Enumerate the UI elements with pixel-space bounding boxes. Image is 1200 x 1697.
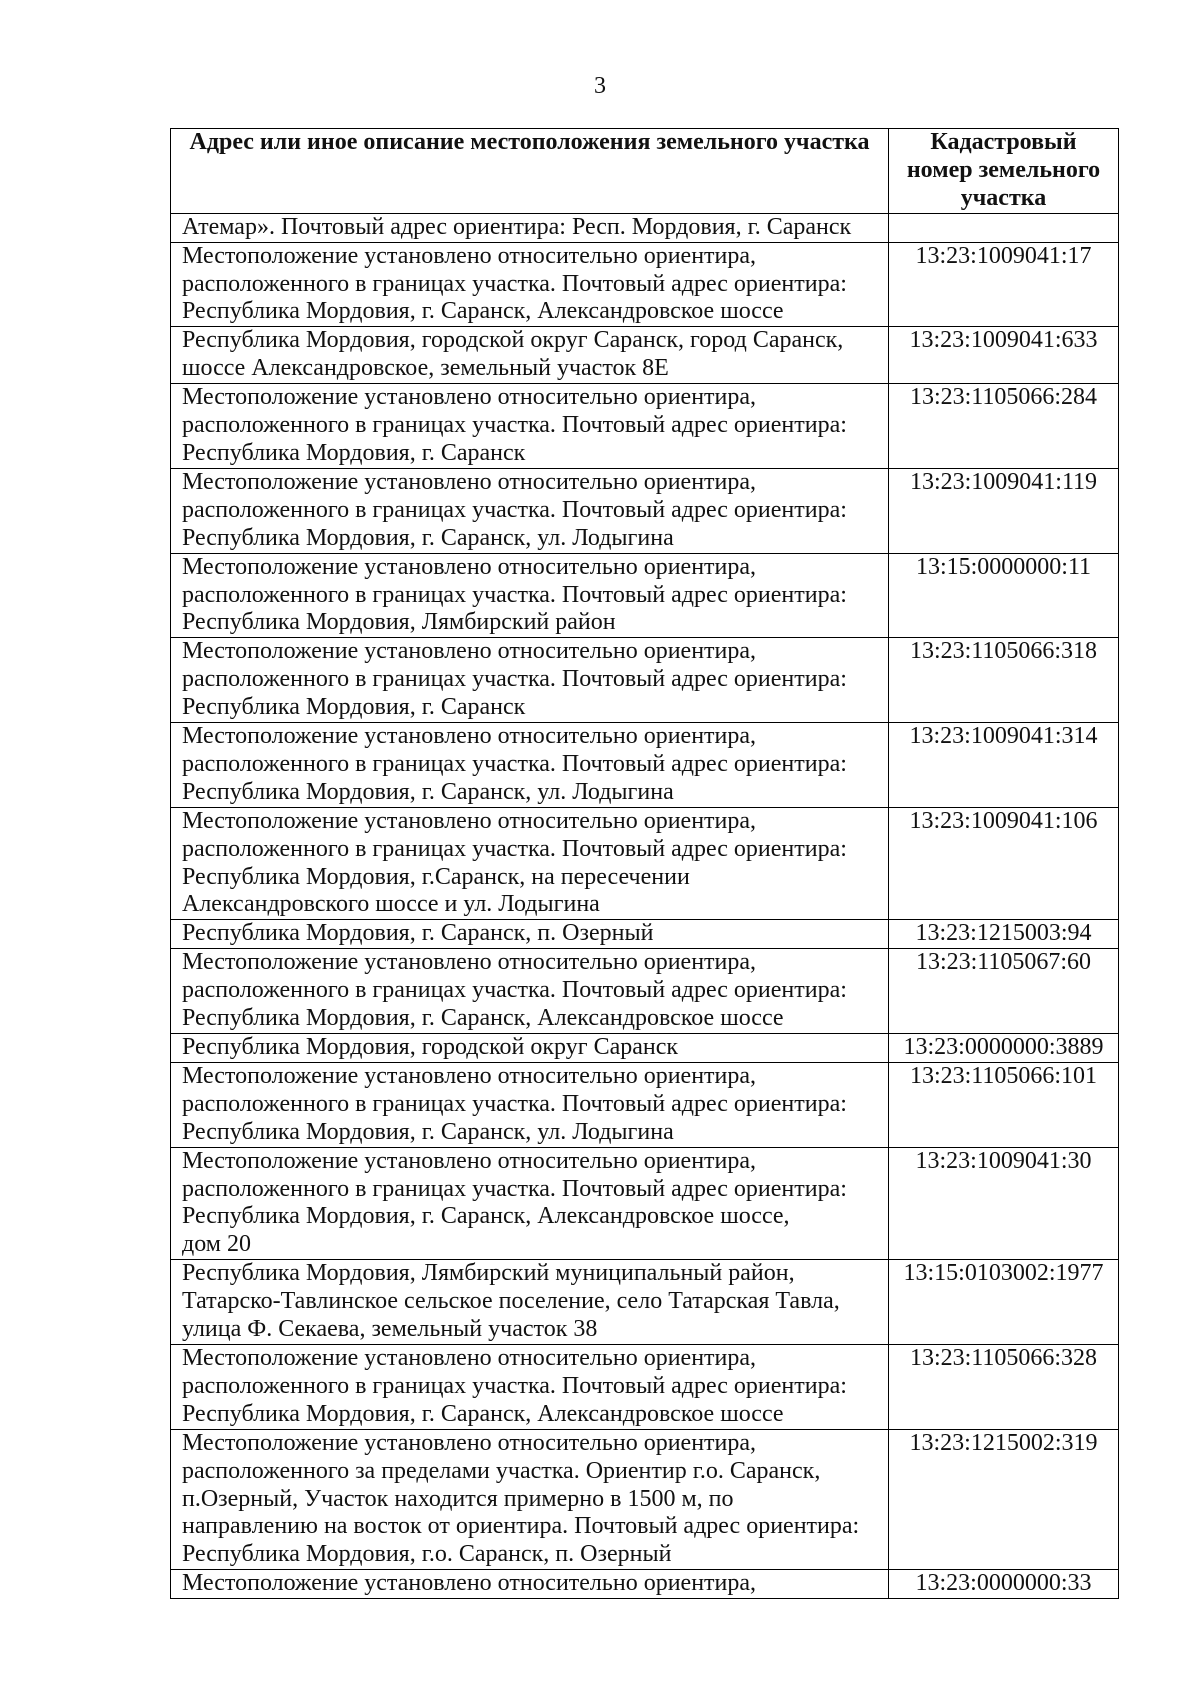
cadastral-number-cell: 13:23:1009041:633 — [889, 327, 1119, 384]
address-cell: Атемар». Почтовый адрес ориентира: Респ. Мордовия, г. Саранск — [171, 213, 889, 242]
cadastral-number-cell: 13:23:1215002:319 — [889, 1429, 1119, 1570]
cadastral-number-cell — [889, 213, 1119, 242]
cadastral-number-cell: 13:23:0000000:33 — [889, 1570, 1119, 1599]
address-cell: Местоположение установлено относительно ориентира, расположенного в границах участка. Почтовый адрес ориентира: Республика Мордовия, г.Саранск, на пересечении Александровского шоссе и ул. Лодыгина — [171, 807, 889, 920]
address-cell: Местоположение установлено относительно ориентира, расположенного в границах участка. Почтовый адрес ориентира: Республика Мордовия, г. Саранск, Александровское шоссе, дом 20 — [171, 1147, 889, 1260]
cadastral-number-cell: 13:23:1009041:17 — [889, 242, 1119, 327]
address-cell: Местоположение установлено относительно ориентира, расположенного в границах участка. Почтовый адрес ориентира: Республика Мордовия, г. Саранск — [171, 384, 889, 469]
cadastral-number-cell: 13:23:1009041:314 — [889, 723, 1119, 808]
land-plots-table — [170, 128, 1119, 1599]
table-row — [171, 723, 1119, 808]
cadastral-number-cell: 13:23:1105066:101 — [889, 1062, 1119, 1147]
cadastral-number-cell: 13:23:1105066:284 — [889, 384, 1119, 469]
address-cell: Местоположение установлено относительно ориентира, расположенного в границах участка. Почтовый адрес ориентира: Республика Мордовия, г. Саранск, ул. Лодыгина — [171, 1062, 889, 1147]
cadastral-number-cell: 13:23:1215003:94 — [889, 920, 1119, 949]
address-cell: Республика Мордовия, городской округ Саранск, город Саранск, шоссе Александровское, земельный участок 8Е — [171, 327, 889, 384]
address-cell: Республика Мордовия, городской округ Саранск — [171, 1034, 889, 1063]
address-cell: Местоположение установлено относительно ориентира, расположенного за пределами участка. Ориентир г.о. Саранск, п.Озерный, Участок находится примерно в 1500 м, по направлению на восток от ориентира. Почтовый адрес ориентира: Республика Мордовия, г.о. Саранск, п. Озерный — [171, 1429, 889, 1570]
address-cell: Местоположение установлено относительно ориентира, расположенного в границах участка. Почтовый адрес ориентира: Республика Мордовия, г. Саранск, Александровское шоссе — [171, 242, 889, 327]
table-row — [171, 553, 1119, 638]
table-row — [171, 920, 1119, 949]
table-row — [171, 213, 1119, 242]
table-row — [171, 468, 1119, 553]
address-column-header: Адрес или иное описание местоположения земельного участка — [171, 129, 889, 214]
table-row — [171, 638, 1119, 723]
address-cell: Республика Мордовия, г. Саранск, п. Озерный — [171, 920, 889, 949]
address-cell: Местоположение установлено относительно ориентира, расположенного в границах участка. Почтовый адрес ориентира: Республика Мордовия, г. Саранск — [171, 638, 889, 723]
table-row — [171, 1147, 1119, 1260]
cadastral-number-cell: 13:23:1009041:106 — [889, 807, 1119, 920]
address-cell: Местоположение установлено относительно ориентира, расположенного в границах участка. Почтовый адрес ориентира: Республика Мордовия, г. Саранск, Александровское шоссе — [171, 1344, 889, 1429]
address-cell: Республика Мордовия, Лямбирский муниципальный район, Татарско-Тавлинское сельское поселение, село Татарская Тавла, улица Ф. Секаева, земельный участок 38 — [171, 1260, 889, 1345]
cadastral-number-cell: 13:23:1105066:328 — [889, 1344, 1119, 1429]
table-row — [171, 807, 1119, 920]
table-row — [171, 1344, 1119, 1429]
cadastral-number-column-header: Кадастровый номер земельного участка — [889, 129, 1119, 214]
table-row — [171, 949, 1119, 1034]
table-header-row — [171, 129, 1119, 214]
table-row — [171, 242, 1119, 327]
address-cell: Местоположение установлено относительно ориентира, расположенного в границах участка. Почтовый адрес ориентира: Республика Мордовия, г. Саранск, ул. Лодыгина — [171, 468, 889, 553]
address-cell: Местоположение установлено относительно ориентира, расположенного в границах участка. Почтовый адрес ориентира: Республика Мордовия, г. Саранск, Александровское шоссе — [171, 949, 889, 1034]
cadastral-number-cell: 13:15:0000000:11 — [889, 553, 1119, 638]
cadastral-number-cell: 13:15:0103002:1977 — [889, 1260, 1119, 1345]
table-row — [171, 1062, 1119, 1147]
table-row — [171, 1429, 1119, 1570]
cadastral-number-cell: 13:23:1009041:30 — [889, 1147, 1119, 1260]
cadastral-number-cell: 13:23:1105067:60 — [889, 949, 1119, 1034]
page-number: 3 — [594, 73, 606, 99]
table-row — [171, 327, 1119, 384]
table-row — [171, 1034, 1119, 1063]
table-row — [171, 1260, 1119, 1345]
cadastral-number-cell: 13:23:1105066:318 — [889, 638, 1119, 723]
address-cell: Местоположение установлено относительно ориентира, расположенного в границах участка. Почтовый адрес ориентира: Республика Мордовия, Лямбирский район — [171, 553, 889, 638]
address-cell: Местоположение установлено относительно ориентира, — [171, 1570, 889, 1599]
cadastral-number-cell: 13:23:1009041:119 — [889, 468, 1119, 553]
table-row — [171, 1570, 1119, 1599]
address-cell: Местоположение установлено относительно ориентира, расположенного в границах участка. Почтовый адрес ориентира: Республика Мордовия, г. Саранск, ул. Лодыгина — [171, 723, 889, 808]
cadastral-number-cell: 13:23:0000000:3889 — [889, 1034, 1119, 1063]
table-row — [171, 384, 1119, 469]
